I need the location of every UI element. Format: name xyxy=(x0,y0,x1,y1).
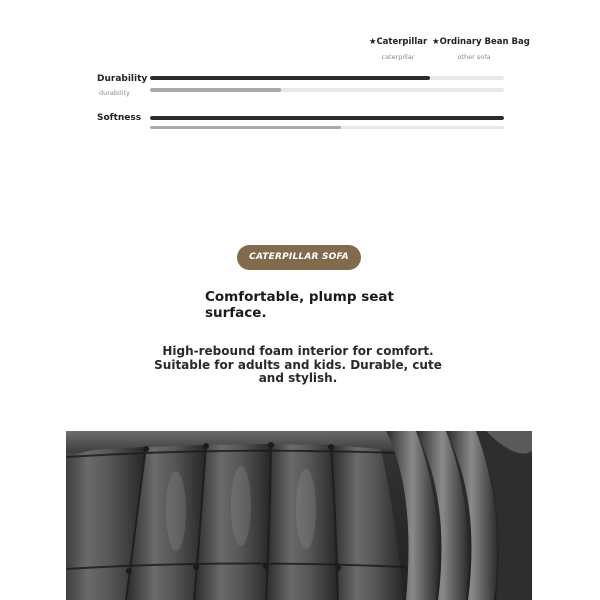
softness-caterpillar-bar xyxy=(150,116,504,120)
star-icon: ★ xyxy=(368,37,377,47)
legend-caterpillar-name: Caterpillar xyxy=(376,37,428,47)
star-icon: ★ xyxy=(432,37,440,47)
metric-sublabel-durability: durability xyxy=(99,89,130,97)
softness-ordinary-bar xyxy=(150,126,504,129)
durability-ordinary-fill xyxy=(150,88,281,92)
metric-label-softness: Softness xyxy=(97,113,142,123)
durability-ordinary-bar xyxy=(150,88,504,92)
caterpillar-sofa-badge: CATERPILLAR SOFA xyxy=(237,245,361,270)
softness-caterpillar-fill xyxy=(150,116,504,120)
legend-ordinary xyxy=(432,37,530,62)
softness-ordinary-fill xyxy=(150,126,341,129)
sofa-leather-image xyxy=(66,431,532,600)
durability-caterpillar-fill xyxy=(150,76,430,80)
legend-caterpillar-sub: caterpillar xyxy=(381,53,415,61)
legend-ordinary-name: Ordinary Bean Bag xyxy=(439,37,530,47)
sofa-leather-photo xyxy=(66,431,532,600)
headline: Comfortable, plump seat surface. xyxy=(205,289,394,321)
metric-label-durability: Durability xyxy=(97,74,148,84)
legend-caterpillar xyxy=(366,37,430,62)
description: High-rebound foam interior for comfort. Suitable for adults and kids. Durable, cute and stylish. xyxy=(154,344,442,385)
legend-ordinary-sub: other sofa xyxy=(457,53,491,61)
durability-caterpillar-bar xyxy=(150,76,504,80)
